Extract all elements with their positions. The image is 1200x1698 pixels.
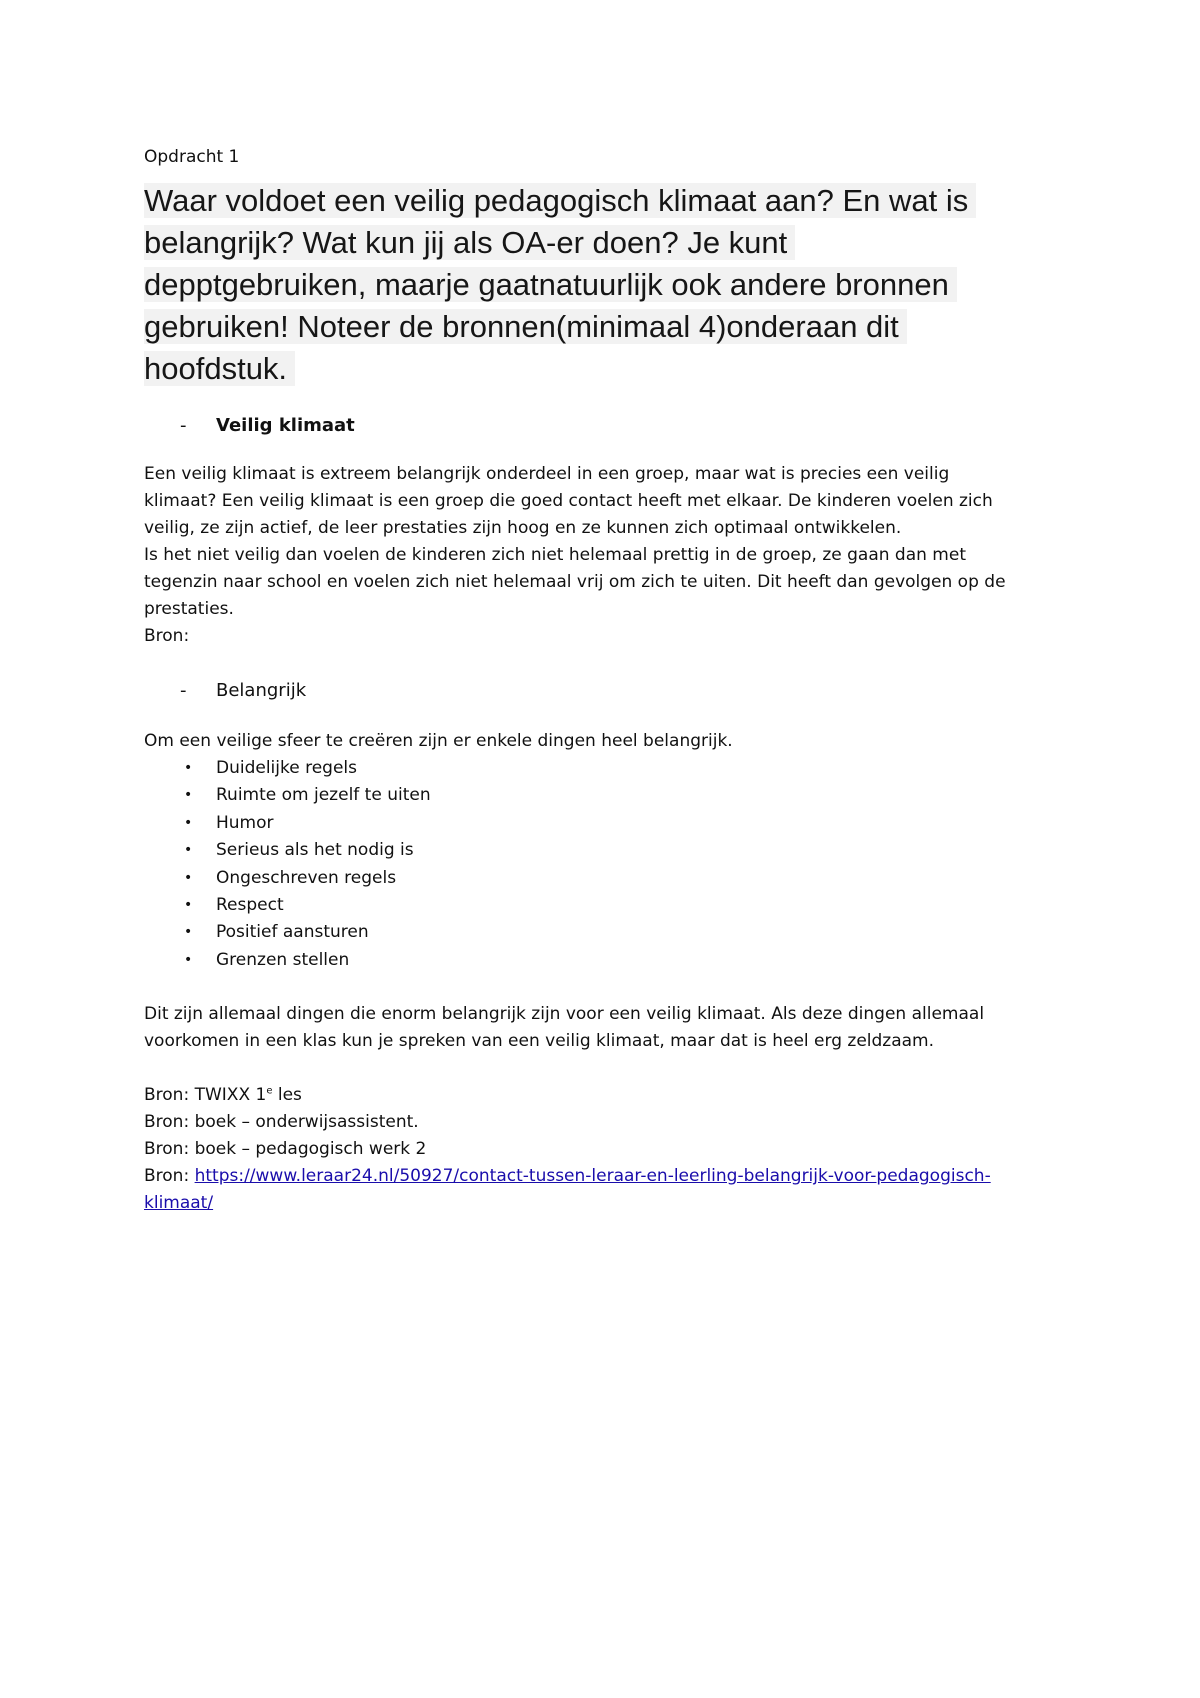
list-item	[144, 782, 1064, 809]
section2-intro: Om een veilige sfeer te creëren zijn er enkele dingen heel belangrijk.	[144, 731, 733, 751]
section-heading-veilig-klimaat	[180, 412, 1064, 439]
bullet-icon: •	[184, 814, 193, 831]
superscript: e	[266, 1085, 273, 1097]
paragraph-line: prestaties.	[144, 599, 234, 619]
paragraph-line: veilig, ze zijn actief, de leer prestaties zijn hoog en ze kunnen zich optimaal ontwikkelen.	[144, 518, 902, 538]
bullet-icon: •	[184, 869, 193, 886]
question-line: belangrijk? Wat kun jij als OA-er doen? Je kunt	[144, 225, 795, 260]
list-item	[144, 865, 1064, 892]
section2-closing	[144, 1001, 1064, 1055]
source-text: Bron: TWIXX 1	[144, 1085, 267, 1106]
list-item-text: Ongeschreven regels	[216, 867, 397, 888]
assignment-label: Opdracht 1	[144, 147, 240, 167]
bullet-icon: •	[184, 842, 193, 859]
source-link[interactable]: https://www.leraar24.nl/50927/contact-tussen-leraar-en-leerling-belangrijk-voor-pedagogisch-	[194, 1166, 991, 1187]
section-title: Belangrijk	[216, 680, 307, 701]
source-text: Bron:	[144, 1166, 195, 1187]
question-line: hoofdstuk.	[144, 351, 295, 386]
spacer	[144, 1055, 1064, 1082]
section-title: Veilig klimaat	[216, 415, 355, 436]
list-item	[144, 947, 1064, 974]
list-item-text: Duidelijke regels	[216, 758, 358, 778]
document-content	[144, 144, 1064, 1217]
list-item-text: Serieus als het nodig is	[216, 840, 414, 861]
sources-list	[144, 1082, 1064, 1217]
source-label: Bron:	[144, 626, 190, 646]
list-item	[144, 755, 1064, 782]
list-item-text: Grenzen stellen	[216, 949, 350, 970]
section-heading-belangrijk	[180, 677, 1064, 704]
dash-marker: -	[180, 680, 187, 701]
question-line: Waar voldoet een veilig pedagogisch klimaat aan? En wat is	[144, 183, 976, 218]
section1-paragraph	[144, 461, 1064, 650]
list-item	[144, 837, 1064, 864]
bullet-list	[144, 755, 1064, 974]
source-text: les	[272, 1085, 302, 1106]
bullet-icon: •	[184, 787, 193, 804]
question-line: depptgebruiken, maarje gaatnatuurlijk ook andere bronnen	[144, 267, 957, 302]
list-item	[144, 892, 1064, 919]
paragraph-line: voorkomen in een klas kun je spreken van een veilig klimaat, maar dat is heel erg zeldzaam.	[144, 1031, 935, 1052]
list-item	[144, 919, 1064, 946]
bullet-icon: •	[184, 924, 193, 941]
dash-marker: -	[180, 415, 187, 436]
source-item: Bron: boek – pedagogisch werk 2	[144, 1139, 427, 1160]
paragraph-line: Is het niet veilig dan voelen de kinderen zich niet helemaal prettig in de groep, ze gaan dan met	[144, 545, 966, 565]
bullet-icon: •	[184, 760, 193, 776]
question-heading	[144, 180, 1064, 390]
list-item-text: Ruimte om jezelf te uiten	[216, 785, 431, 806]
paragraph-line: tegenzin naar school en voelen zich niet helemaal vrij om zich te uiten. Dit heeft dan gevolgen op de	[144, 572, 1006, 592]
spacer	[144, 974, 1064, 1001]
list-item-text: Respect	[216, 895, 284, 916]
source-item	[144, 1166, 991, 1213]
bullet-icon: •	[184, 897, 193, 914]
list-item	[144, 810, 1064, 837]
bullet-icon: •	[184, 951, 193, 968]
list-item-text: Positief aansturen	[216, 922, 369, 943]
question-line: gebruiken! Noteer de bronnen(minimaal 4)onderaan dit	[144, 309, 907, 344]
paragraph-line: klimaat? Een veilig klimaat is een groep die goed contact heeft met elkaar. De kinderen voelen zich	[144, 491, 993, 511]
paragraph-line: Een veilig klimaat is extreem belangrijk onderdeel in een groep, maar wat is precies een veilig	[144, 464, 950, 484]
source-item: Bron: boek – onderwijsassistent.	[144, 1112, 419, 1133]
list-item-text: Humor	[216, 812, 274, 833]
source-item	[144, 1085, 302, 1105]
source-link[interactable]: klimaat/	[144, 1193, 214, 1214]
spacer	[144, 650, 1064, 677]
paragraph-line: Dit zijn allemaal dingen die enorm belangrijk zijn voor een veilig klimaat. Als deze dingen allemaal	[144, 1004, 985, 1025]
